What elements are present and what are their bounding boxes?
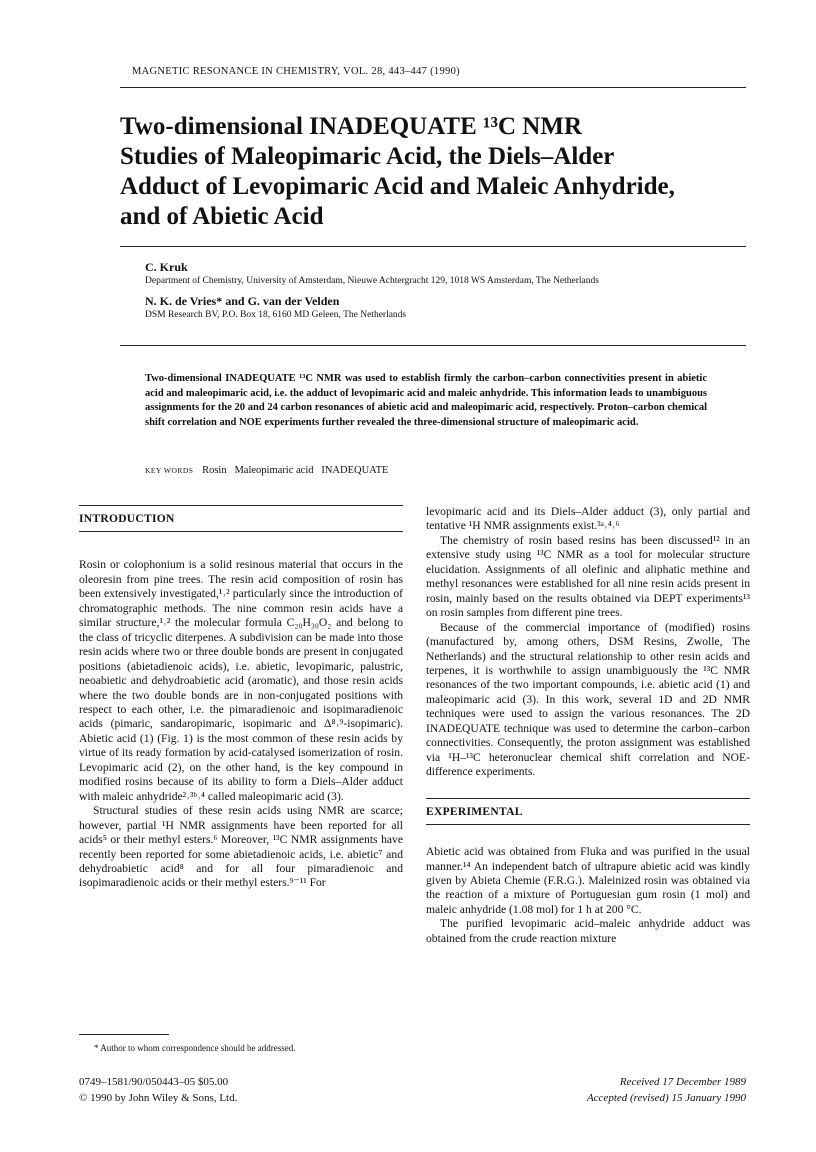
issn-line: 0749–1581/90/050443–05 $05.00 <box>79 1076 229 1088</box>
footnote: * Author to whom correspondence should be addressed. <box>94 1043 296 1053</box>
title-rule <box>120 246 746 247</box>
author-block <box>145 260 745 328</box>
author-affiliation: Department of Chemistry, University of Amsterdam, Nieuwe Achtergracht 129, 1018 WS Amsterdam, The Netherlands <box>145 276 599 286</box>
paragraph: The chemistry of rosin based resins has been discussed¹² in an extensive study using ¹³C NMR as a tool for molecular structure elucidation. Assignments of all olefinic and aliphatic methine and methyl resonances were established for all nine resin acids present in rosin, mainly based on the results obtained via DEPT experiments¹³ on rosin samples from different pine trees. <box>426 533 750 620</box>
title-line: and of Abietic Acid <box>120 203 324 230</box>
section-heading-experimental: EXPERIMENTAL <box>426 798 750 825</box>
title-line: Adduct of Levopimaric Acid and Maleic Anhydride, <box>120 173 675 200</box>
author-name: C. Kruk <box>145 260 188 274</box>
abstract: Two-dimensional INADEQUATE ¹³C NMR was used to establish firmly the carbon–carbon connectivities present in abietic acid and maleopimaric acid, i.e. the adduct of levopimaric acid and maleic anhydride. This information leads to unambiguous assignments for the 20 and 24 carbon resonances of abietic acid and maleopimaric acid, respectively. Proton–carbon chemical shift correlation and NOE experiments further revealed the three-dimensional structure of maleopimaric acid. <box>145 373 707 428</box>
paragraph: Because of the commercial importance of (modified) rosins (manufactured by, among others, DSM Resins, Zwolle, The Netherlands) and the structural relationship to other resin acids and terpenes, it is worthwhile to assign unambiguously the ¹³C NMR resonances of the two important compounds, i.e. abietic acid (1) and maleopimaric acid (3). In this work, several 1D and 2D NMR techniques were used to assign the various resonances. The 2D INADEQUATE technique was used to determine the carbon–carbon connectivities. Consequently, the proton assignment was established via ¹H–¹³C heteronuclear chemical shift correlation and NOE-difference experiments. <box>426 620 750 779</box>
author-name: N. K. de Vries* and G. van der Velden <box>145 294 340 308</box>
paragraph: The purified levopimaric acid–maleic anhydride adduct was obtained from the crude reaction mixture <box>426 917 750 945</box>
title-line: Two-dimensional INADEQUATE ¹³C NMR <box>120 113 583 140</box>
title-line: Studies of Maleopimaric Acid, the Diels–Alder <box>120 143 615 170</box>
copyright-block <box>79 1074 237 1106</box>
authors-rule <box>120 345 746 346</box>
accepted-date: Accepted (revised) 15 January 1990 <box>586 1092 746 1104</box>
footnote-rule <box>79 1034 169 1035</box>
header-rule <box>120 87 746 88</box>
paragraph: levopimaric acid and its Diels–Alder adduct (3), only partial and tentative ¹H NMR assignments exist.³ᵃ˒⁴˒⁶ <box>426 505 750 533</box>
received-date: Received 17 December 1989 <box>619 1076 746 1088</box>
keywords <box>145 465 705 476</box>
right-column <box>426 505 750 946</box>
journal-header: MAGNETIC RESONANCE IN CHEMISTRY, VOL. 28, 443–447 (1990) <box>132 66 460 77</box>
paragraph: Rosin or colophonium is a solid resinous material that occurs in the oleoresin from pine trees. The resin acid composition of rosin has been extensively investigated,¹˒² particularly since the introduction of chromatographic methods. The nine common resin acids have a similar structure,¹˒² the molecular formula C₂₀H₃₀O₂ and belong to the class of tricyclic diterpenes. A subdivision can be made into those resin acids where two or three double bonds are present in conjugated positions (abietadienoic acids), i.e. abietic, levopimaric, palustric, neoabietic and dehydroabietic acid (aromatic), and those resin acids where the two double bonds are in non-conjugated positions with respect to each other, i.e. the pimaradienoic and isopimaradienoic acids (pimaric, sandaropimaric, isopimaric and Δ⁸˒⁹-isopimaric). Abietic acid (1) (Fig. 1) is the most common of these resin acids by virtue of its ready formation by acid-catalysed isomerization of rosin. Levopimaric acid (2), on the other hand, is the key compound in modified rosins because of its ability to form a Diels–Alder adduct with maleic anhydride²˒³ᵇ˒⁴ called maleopimaric acid (3). <box>79 558 403 803</box>
paragraph: Abietic acid was obtained from Fluka and was purified in the usual manner.¹⁴ An independent batch of ultrapure abietic acid was kindly given by Abieta Chemie (F.R.G.). Maleinized rosin was obtained via the reaction of a mixture of Portuguesian gum rosin (1 mol) and maleic anhydride (1.08 mol) for 1 h at 200 °C. <box>426 845 750 916</box>
left-column <box>79 505 403 891</box>
paragraph: Structural studies of these resin acids using NMR are scarce; however, partial ¹H NMR assignments have been reported for all acids⁵ or their methyl esters.⁶ Moreover, ¹³C NMR assignments have recently been reported for some abietadienoic acids, i.e. abietic⁷ and dehydroabietic acid⁸ and for all four pimaradienoic and isopimaradienoic acids or their methyl esters.⁹⁻¹¹ For <box>79 804 403 890</box>
article-title <box>120 112 720 232</box>
section-heading-introduction: INTRODUCTION <box>79 505 403 532</box>
author-affiliation: DSM Research BV, P.O. Box 18, 6160 MD Geleen, The Netherlands <box>145 310 407 320</box>
dates-block <box>587 1074 746 1106</box>
copyright-line: © 1990 by John Wiley & Sons, Ltd. <box>79 1092 238 1104</box>
keywords-label: KEY WORDS <box>145 466 194 475</box>
keywords-list: Rosin Maleopimaric acid INADEQUATE <box>202 465 389 476</box>
